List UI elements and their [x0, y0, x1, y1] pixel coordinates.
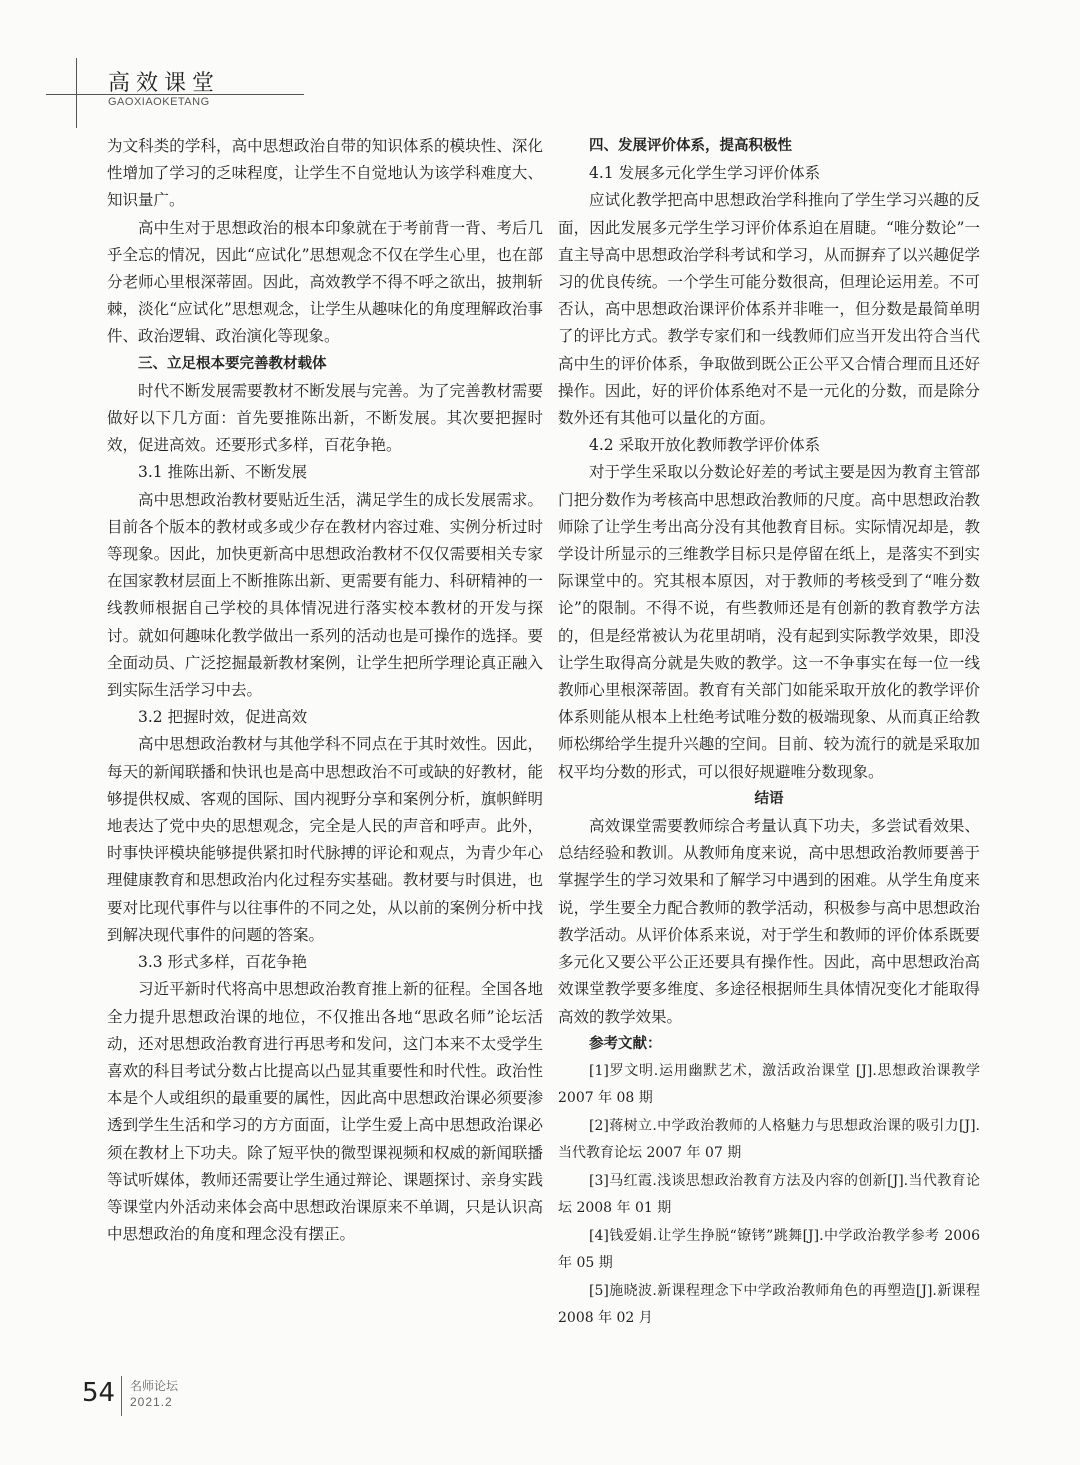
reference-item: [3]马红霞.浅谈思想政治教育方法及内容的创新[J].当代教育论坛 2008 年 01 期 [558, 1172, 980, 1217]
paragraph: 为文科类的学科，高中思想政治自带的知识体系的模块性、深化性增加了学习的乏味程度，让学生不自觉地认为该学科难度大、知识量广。 [107, 137, 543, 210]
subsection-heading-3-1: 3.1 推陈出新、不断发展 [138, 463, 308, 482]
running-header-title: 高效课堂 [108, 71, 221, 96]
paragraph: 时代不断发展需要教材不断发展与完善。为了完善教材需要做好以下几方面：首先要推陈出新，不断发展。其次要把握时效，促进高效。还要形式多样，百花争艳。 [107, 381, 543, 455]
reference-item: [5]施晓波.新课程理念下中学政治教师角色的再塑造[J].新课程 2008 年 02 月 [558, 1282, 980, 1327]
paragraph: 高中思想政治教材与其他学科不同点在于其时效性。因此，每天的新闻联播和快讯也是高中思想政治不可或缺的好教材，能够提供权威、客观的国际、国内视野分享和案例分析，旗帜鲜明地表达了党中央的思想观念，完全是人民的声音和呼声。此外，时事快评模块能够提供紧扣时代脉搏的评论和观点，为青少年心理健康教育和思想政治内化过程夯实基础。教材要与时俱进，也要对比现代事件与以往事件的不同之处，从以前的案例分析中找到解决现代事件的问题的答案。 [107, 735, 543, 944]
paragraph: 对于学生采取以分数论好差的考试主要是因为教育主管部门把分数作为考核高中思想政治教师的尺度。高中思想政治教师除了让学生考出高分没有其他教育目标。实际情况却是，教学设计所显示的三维教学目标只是停留在纸上，是落实不到实际课堂中的。究其根本原因，对于教师的考核受到了“唯分数论”的限制。不得不说，有些教师还是有创新的教育教学方法的，但是经常被认为花里胡哨，没有起到实际教学效果，即没让学生取得高分就是失败的教学。这一不争事实在每一位一线教师心里根深蒂固。教育有关部门如能采取开放化的教学评价体系则能从根本上杜绝考试唯分数的极端现象、从而真正给教师松绑给学生提升兴趣的空间。目前、较为流行的就是采取加权平均分数的形式，可以很好规避唯分数现象。 [558, 463, 980, 781]
reference-item: [4]钱爱娟.让学生挣脱“镣铐”跳舞[J].中学政治教学参考 2006 年 05 期 [558, 1227, 980, 1272]
paragraph: 高中生对于思想政治的根本印象就在于考前背一背、考后几乎全忘的情况，因此“应试化”思想观念不仅在学生心里，也在部分老师心里根深蒂固。因此，高效教学不得不呼之欲出，披荆斩棘，淡化“应试化”思想观念，让学生从趣味化的角度理解政治事件、政治逻辑、政治演化等现象。 [107, 218, 543, 346]
subsection-heading-4-2: 4.2 采取开放化教师教学评价体系 [589, 436, 821, 455]
paragraph: 高中思想政治教材要贴近生活，满足学生的成长发展需求。目前各个版本的教材或多或少存在教材内容过难、实例分析过时等现象。因此，加快更新高中思想政治教材不仅仅需要相关专家在国家教材层面上不断推陈出新、更需要有能力、科研精神的一线教师根据自己学校的具体情况进行落实校本教材的开发与探讨。就如何趣味化教学做出一系列的活动也是可操作的选择。要全面动员、广泛挖掘最新教材案例，让学生把所学理论真正融入到实际生活学习中去。 [107, 490, 543, 700]
footer-divider [121, 1376, 122, 1416]
right-column [558, 133, 980, 1333]
magazine-section: 名师论坛 [130, 1379, 179, 1393]
reference-item: [1]罗文明.运用幽默艺术，激活政治课堂 [J].思想政治课教学 2007 年 08 期 [558, 1062, 980, 1107]
left-column [107, 133, 543, 1248]
page-number: 54 [82, 1378, 116, 1408]
reference-item: [2]蒋树立.中学政治教师的人格魅力与思想政治课的吸引力[J].当代教育论坛 2007 年 07 期 [558, 1117, 980, 1162]
section-heading-4: 四、发展评价体系，提高积极性 [589, 138, 792, 154]
subsection-heading-4-1: 4.1 发展多元化学生学习评价体系 [589, 164, 821, 183]
section-heading-3: 三、立足根本要完善教材载体 [138, 355, 327, 372]
subsection-heading-3-2: 3.2 把握时效，促进高效 [138, 708, 308, 727]
subsection-heading-3-3: 3.3 形式多样，百花争艳 [138, 953, 308, 972]
paragraph: 应试化教学把高中思想政治学科推向了学生学习兴趣的反面，因此发展多元学生学习评价体系迫在眉睫。“唯分数论”一直主导高中思想政治学科考试和学习，从而摒弃了以兴趣促学习的优良传统。一个学生可能分数很高，但理论运用差。不可否认，高中思想政治课评价体系并非唯一，但分数是最简单明了的评比方式。教学专家们和一线教师们应当开发出符合当代高中生的评价体系，争取做到既公正公平又合情合理而且还好操作。因此，好的评价体系绝对不是一元化的分数，而是除分数外还有其他可以量化的方面。 [558, 191, 980, 428]
paragraph: 习近平新时代将高中思想政治教育推上新的征程。全国各地全力提升思想政治课的地位，不仅推出各地“思政名师”论坛活动，还对思想政治教育进行再思考和发问，这门本来不太受学生喜欢的科目考试分数占比提高以凸显其重要性和时代性。政治性本是个人或组织的最重要的属性，因此高中思想政治课必须要渗透到学生生活和学习的方方面面，让学生爱上高中思想政治课必须在教材上下功夫。除了短平快的微型课视频和权威的新闻联播等试听媒体，教师还需要让学生通过辩论、课题探讨、亲身实践等课堂内外活动来体会高中思想政治课原来不单调，只是认识高中思想政治的角度和理念没有摆正。 [107, 980, 543, 1244]
header-vertical-rule [76, 58, 77, 128]
paragraph: 高效课堂需要教师综合考量认真下功夫，多尝试看效果、总结经验和教训。从教师角度来说，高中思想政治教师要善于掌握学生的学习效果和了解学习中遇到的困难。从学生角度来说，学生要全力配合教师的教学活动，积极参与高中思想政治教学活动。从评价体系来说，对于学生和教师的评价体系既要多元化又要公平公正还要具有操作性。因此，高中思想政治高效课堂教学要多维度、多途径根据师生具体情况变化才能取得高效的教学效果。 [558, 817, 980, 1026]
references-heading: 参考文献： [589, 1035, 662, 1052]
running-header-pinyin: GAOXIAOKETANG [108, 96, 210, 108]
conclusion-heading: 结语 [754, 790, 784, 807]
issue-date: 2021.2 [130, 1395, 173, 1409]
